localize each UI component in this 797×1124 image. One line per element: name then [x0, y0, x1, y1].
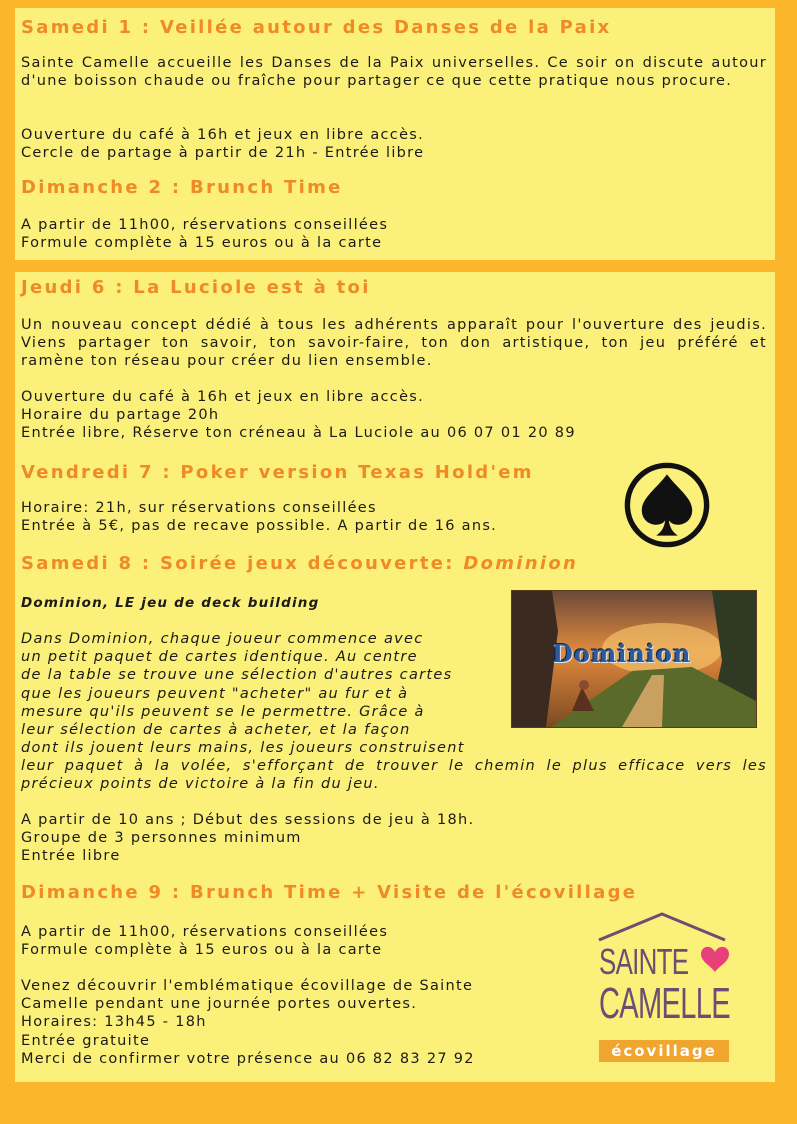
visit-line: Entrée gratuite [21, 1032, 151, 1049]
event-description: Un nouveau concept dédié à tous les adhérents apparaît pour l'ouverture des jeudis. Viens partager ton savoir, ton savoir-faire, ton don artistique, ton jeu préféré et ramène ton réseau pour créer du lien ensemble. [21, 317, 767, 370]
event-description: Sainte Camelle accueille les Danses de la Paix universelles. Ce soir on discute autour d'une boisson chaude ou fraîche pour partager ce que cette pratique nous procure. [21, 55, 767, 90]
event-jeudi-6-info [21, 388, 767, 443]
heart-icon [701, 947, 729, 972]
event-info-line: Formule complète à 15 euros ou à la carte [21, 942, 383, 959]
desc-line: dont ils jouent leurs mains, les joueurs construisent [21, 740, 465, 757]
event-jeudi-6-body [21, 316, 767, 371]
logo-line1: SAINTE [599, 941, 689, 982]
event-dimanche-2 [21, 176, 767, 200]
event-info-line: Ouverture du café à 16h et jeux en libre accès. [21, 389, 425, 405]
desc-line: de la table se trouve une sélection d'autres cartes [21, 667, 453, 684]
logo-badge: écovillage [599, 1040, 729, 1062]
event-samedi-8 [21, 552, 767, 576]
event-dimanche-9 [21, 881, 767, 905]
event-info-line: Formule complète à 15 euros ou à la carte [21, 235, 383, 252]
event-info-line: Cercle de partage à partir de 21h - Entrée libre [21, 145, 425, 162]
event-title [21, 552, 767, 576]
event-info-line: Entrée à 5€, pas de recave possible. A partir de 16 ans. [21, 518, 498, 535]
event-samedi-8-description-rest [21, 757, 767, 793]
logo-line2: CAMELLE [599, 979, 730, 1028]
event-info-line: A partir de 11h00, réservations conseillées [21, 217, 389, 233]
events-panel-week2 [15, 272, 775, 1082]
desc-rest: leur paquet à la volée, s'efforçant de trouver le chemin le plus efficace vers les précieux points de victoire à la fin du jeu. [21, 758, 767, 793]
dominion-game-image [511, 590, 757, 728]
visit-line: Camelle pendant une journée portes ouvertes. [21, 996, 418, 1013]
desc-line: que les joueurs peuvent "acheter" au fur et à [21, 685, 409, 702]
visit-line: Venez découvrir l'emblématique écovillage de Sainte [21, 978, 474, 994]
desc-line: Dans Dominion, chaque joueur commence avec [21, 631, 424, 647]
visit-line: Merci de confirmer votre présence au 06 82 83 27 92 [21, 1050, 475, 1067]
desc-line: mesure qu'ils peuvent se le permettre. Grâce à [21, 703, 425, 720]
event-info-line: Entrée libre [21, 848, 121, 865]
event-info-line: Horaire: 21h, sur réservations conseillées [21, 500, 377, 516]
event-title: Vendredi 7 : Poker version Texas Hold'em [21, 462, 534, 483]
event-info-line: A partir de 10 ans ; Début des sessions de jeu à 18h. [21, 812, 475, 828]
event-samedi-1-info [21, 126, 767, 162]
events-panel-week1 [15, 8, 775, 260]
event-info-line: Entrée libre, Réserve ton créneau à La Luciole au 06 07 01 20 89 [21, 425, 576, 442]
event-samedi-1-body [21, 54, 767, 90]
event-title: Jeudi 6 : La Luciole est à toi [21, 277, 371, 298]
desc-line: leur sélection de cartes à acheter, et la façon [21, 722, 411, 739]
sainte-camelle-logo [587, 912, 737, 1072]
event-title-game: Dominion [463, 553, 579, 574]
event-title-prefix: Samedi 8 : Soirée jeux découverte: [21, 553, 464, 574]
event-dimanche-2-info [21, 216, 767, 252]
event-jeudi-6 [21, 276, 767, 300]
event-samedi-1 [21, 16, 767, 40]
event-info-line: A partir de 11h00, réservations conseillées [21, 924, 389, 940]
event-info-line: Ouverture du café à 16h et jeux en libre accès. [21, 127, 425, 143]
event-subtitle: Dominion, LE jeu de deck building [21, 595, 320, 611]
event-title: Dimanche 2 : Brunch Time [21, 177, 343, 198]
event-samedi-8-info [21, 811, 767, 866]
event-info-line: Groupe de 3 personnes minimum [21, 830, 302, 847]
visit-line: Horaires: 13h45 - 18h [21, 1014, 207, 1031]
desc-line: un petit paquet de cartes identique. Au centre [21, 649, 418, 666]
event-title: Samedi 1 : Veillée autour des Danses de la Paix [21, 17, 612, 38]
event-title: Dimanche 9 : Brunch Time + Visite de l'écovillage [21, 882, 638, 903]
dominion-logo-text: Dominion [552, 639, 692, 668]
event-info-line: Horaire du partage 20h [21, 407, 220, 424]
spade-icon [622, 460, 712, 550]
event-samedi-8-description [21, 630, 465, 757]
